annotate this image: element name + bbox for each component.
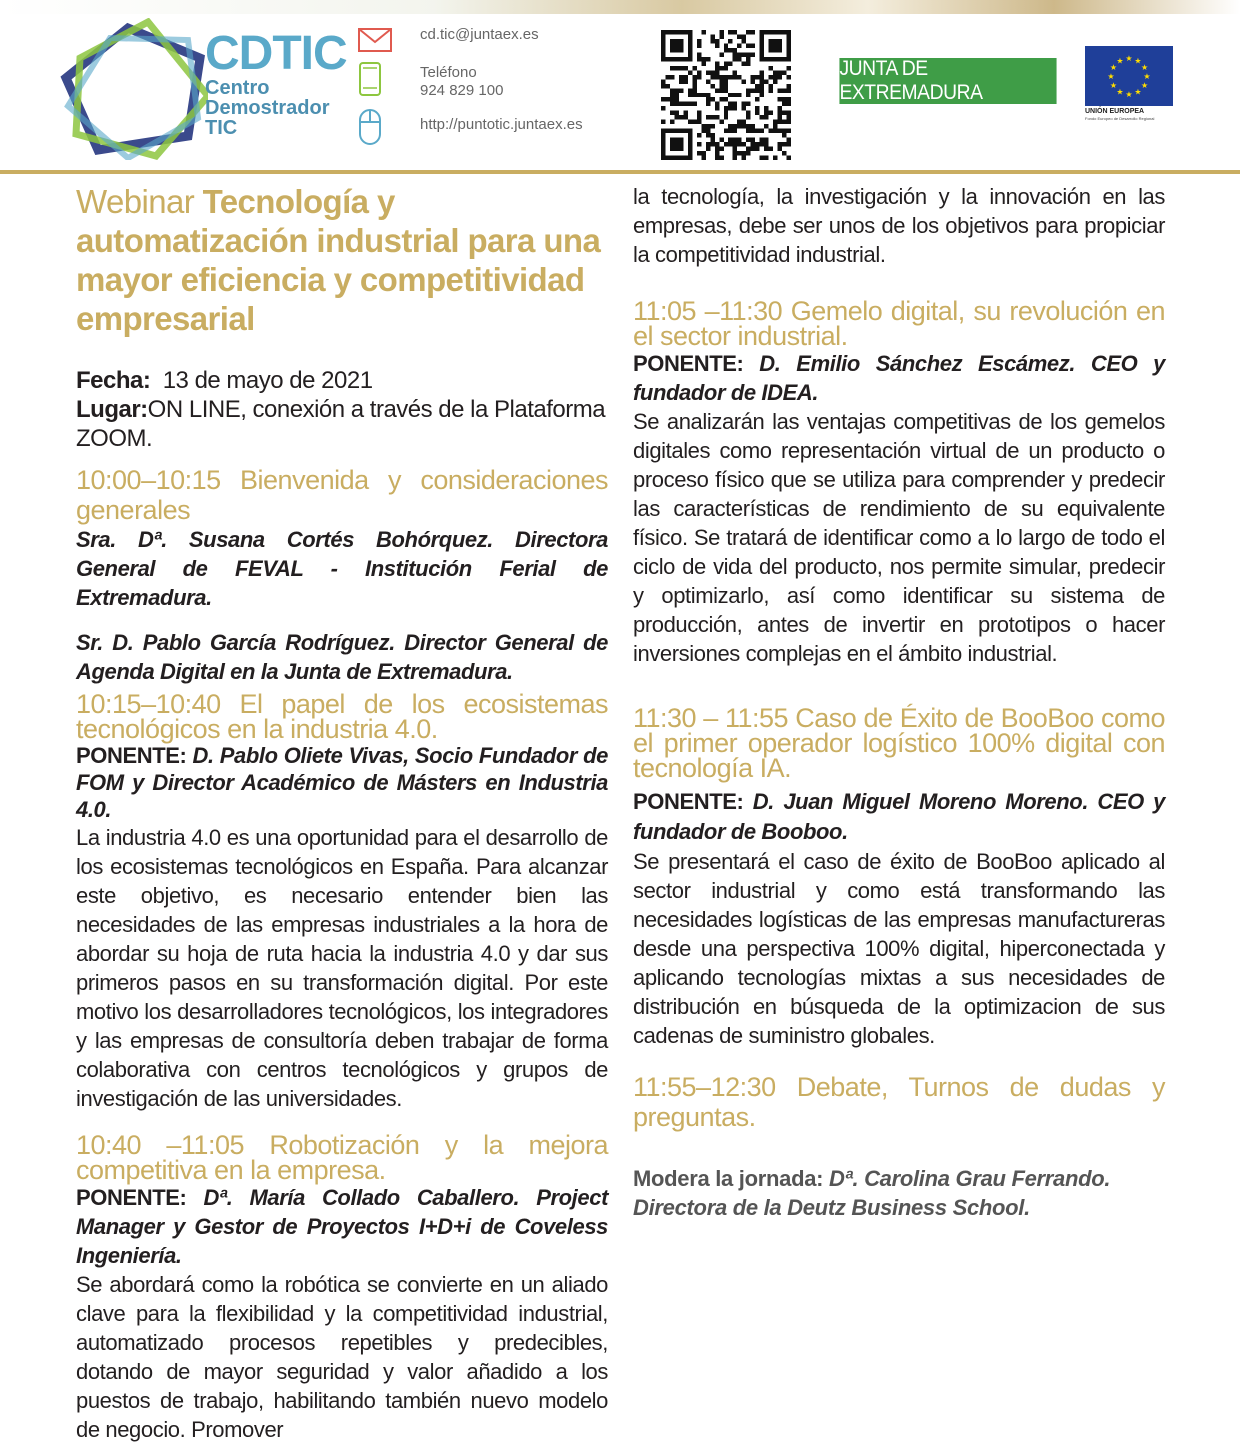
session-2-heading: 10:15–10:40 El papel de los ecosistemas tecnológicos en la industria 4.0. xyxy=(76,689,608,744)
website-link[interactable]: http://puntotic.juntaex.es xyxy=(420,116,583,133)
ponente-label: PONENTE: xyxy=(633,789,744,814)
cdtic-logo-text xyxy=(205,27,347,139)
svg-text:★: ★ xyxy=(1116,56,1124,66)
session-1-speaker-a: Sra. Dª. Susana Cortés Bohórquez. Directora General de FEVAL - Institución Ferial de Extremadura. xyxy=(76,527,608,610)
date-value: 13 de mayo de 2021 xyxy=(162,367,373,394)
session-4-heading: 11:05 –11:30 Gemelo digital, su revolución en el sector industrial. xyxy=(633,296,1165,351)
speaker-name: D. Juan Miguel Moreno Moreno. CEO y fundador de Booboo. xyxy=(633,789,1165,844)
logo-line-tic: TIC xyxy=(205,117,238,139)
session-1-heading: 10:00–10:15 Bienvenida y consideraciones generales xyxy=(76,465,608,525)
session-5-heading: 11:30 – 11:55 Caso de Éxito de BooBoo como el primer operador logístico 100% digital con tecnología IA. xyxy=(633,703,1165,783)
session-3-speaker xyxy=(76,1183,608,1270)
eu-sublabel: Fondo Europeo de Desarrollo Regional xyxy=(1085,116,1155,121)
place-value: ON LINE, conexión a través de la Plataforma ZOOM. xyxy=(76,396,606,452)
svg-text:★: ★ xyxy=(1141,63,1149,72)
session-3-heading: 10:40 –11:05 Robotización y la mejora competitiva en la empresa. xyxy=(76,1130,608,1185)
mouse-icon xyxy=(358,108,382,146)
svg-text:★: ★ xyxy=(1109,81,1117,90)
event-date xyxy=(76,366,608,395)
speaker-name: D. Emilio Sánchez Escámez. CEO y fundador de IDEA. xyxy=(633,351,1165,405)
svg-text:★: ★ xyxy=(1116,87,1124,97)
left-column xyxy=(76,182,608,1444)
svg-text:★: ★ xyxy=(1134,87,1142,97)
header-divider xyxy=(0,170,1240,174)
header xyxy=(0,0,1240,172)
envelope-icon xyxy=(358,28,392,52)
session-4-speaker xyxy=(633,349,1165,407)
logo-title: CDTIC xyxy=(205,27,347,80)
eu-flag-icon xyxy=(1085,46,1173,106)
speaker-name: D. Pablo Oliete Vivas, Socio Fundador de FOM y Director Académico de Másters en Industria 4.0. xyxy=(76,743,608,822)
svg-text:★: ★ xyxy=(1109,63,1117,72)
right-column xyxy=(633,182,1165,1222)
session-3-description-cont: la tecnología, la investigación y la innovación en las empresas, debe ser unos de los objetivos para propiciar la competitividad industrial. xyxy=(633,184,1165,267)
eu-logo xyxy=(1085,46,1175,126)
logo-line-centro: Centro xyxy=(205,77,270,99)
title-main: Tecnología y automatización industrial para una mayor eficiencia y competitividad empresarial xyxy=(76,183,601,337)
eu-label: UNIÓN EUROPEA xyxy=(1085,108,1145,115)
speaker-name: Dª. María Collado Caballero. Project Manager y Gestor de Proyectos I+D+i de Coveless Ingeniería. xyxy=(76,1185,608,1268)
phone-number: 924 829 100 xyxy=(420,82,504,99)
moderator xyxy=(633,1164,1165,1222)
session-5-description: Se presentará el caso de éxito de BooBoo aplicado al sector industrial y como está transformando las necesidades logísticas de las empresas manufactureras desde una perspectiva 100% digital, hiperconectada y aplicando tecnologías mixtas a sus necesidades de distribución en búsqueda de la optimizacion de sus cadenas de suministro globales. xyxy=(633,849,1165,1048)
qr-code-icon xyxy=(661,30,791,160)
event-place xyxy=(76,395,608,453)
mobile-phone-icon xyxy=(358,62,382,96)
svg-text:★: ★ xyxy=(1125,90,1133,99)
svg-text:★: ★ xyxy=(1107,72,1115,81)
ponente-label: PONENTE: xyxy=(633,351,744,376)
svg-text:★: ★ xyxy=(1125,54,1133,63)
date-label: Fecha: xyxy=(76,367,151,394)
session-3-description: Se abordará como la robótica se convierte en un aliado clave para la flexibilidad y la competitividad industrial, automatizado procesos repetibles y predecibles, dotando de mayor seguridad y valor añadido a los puestos de trabajo, habilitando también nuevo modelo de negocio. Promover xyxy=(76,1272,608,1442)
session-5-speaker xyxy=(633,787,1165,847)
session-4-description: Se analizarán las ventajas competitivas de los gemelos digitales como representación virtual de un producto o proceso físico que se utiliza para comprender y predecir las características de rendimiento de su equivalente físico. Se tratará de identificar como a lo largo de todo el ciclo de vida del producto, nos permite simular, predecir y optimizarlo, así como identificar su sistema de producción, antes de invertir en prototipos o hacer inversiones complejas en el ámbito industrial. xyxy=(633,409,1165,666)
session-6-heading: 11:55–12:30 Debate, Turnos de dudas y preguntas. xyxy=(633,1072,1165,1132)
title-prefix: Webinar xyxy=(76,183,203,220)
cdtic-logo-icon xyxy=(58,18,208,160)
moderator-name: Dª. Carolina Grau Ferrando. Directora de la Deutz Business School. xyxy=(633,1166,1111,1220)
svg-text:★: ★ xyxy=(1141,81,1149,90)
ponente-label: PONENTE: xyxy=(76,743,187,768)
junta-extremadura-badge: JUNTA DE EXTREMADURA xyxy=(839,58,1056,104)
page-title xyxy=(76,182,608,338)
ponente-label: PONENTE: xyxy=(76,1185,187,1210)
phone-label: Teléfono xyxy=(420,64,477,81)
session-1-speaker-b: Sr. D. Pablo García Rodríguez. Director General de Agenda Digital en la Junta de Extremadura. xyxy=(76,630,608,684)
session-2-speaker xyxy=(76,742,608,823)
place-label: Lugar: xyxy=(76,396,148,423)
email-text[interactable]: cd.tic@juntaex.es xyxy=(420,26,539,43)
svg-text:★: ★ xyxy=(1143,72,1151,81)
logo-line-demostrador: Demostrador xyxy=(205,97,330,119)
moderator-label: Modera la jornada: xyxy=(633,1166,824,1191)
svg-text:★: ★ xyxy=(1134,56,1142,66)
session-2-description: La industria 4.0 es una oportunidad para el desarrollo de los ecosistemas tecnológicos en España. Para alcanzar este objetivo, es necesario entender bien las necesidades de las empresas industriales a la hora de abordar su hoja de ruta hacia la industria 4.0 y dar sus primeros pasos en su transformación digital. Por este motivo los desarrolladores tecnológicos, los integradores y las empresas de consultoría deben trabajar de forma colaborativa con centros tecnológicos y grupos de investigación de las universidades. xyxy=(76,825,608,1111)
